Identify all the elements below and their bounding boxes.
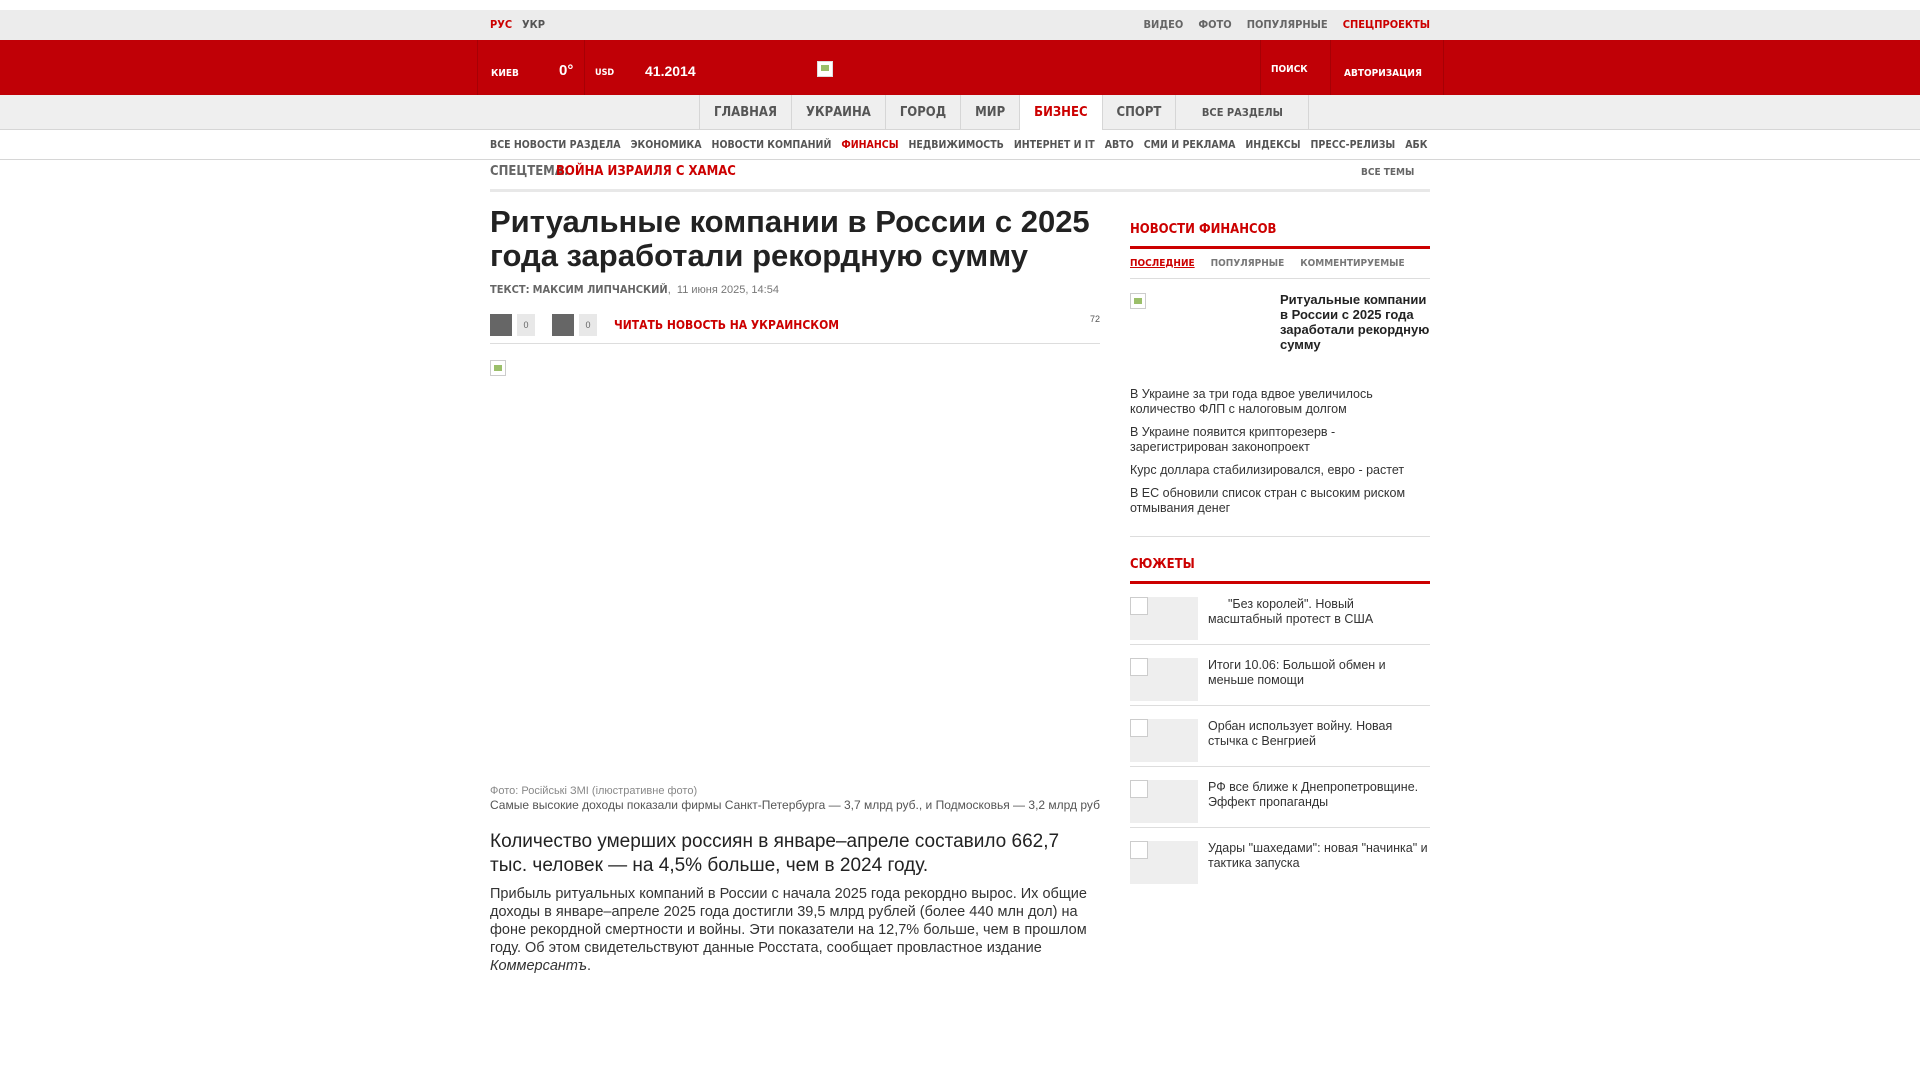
twitter-share-icon[interactable] <box>552 314 574 336</box>
photo-link[interactable]: ФОТО <box>1198 18 1232 31</box>
nav-item-sport[interactable]: СПОРТ <box>1102 95 1176 130</box>
header-bar <box>0 40 1920 95</box>
nav-all-sections[interactable]: ВСЕ РАЗДЕЛЫ <box>1175 95 1309 130</box>
main-nav <box>0 95 1920 130</box>
subnav-item-auto[interactable]: АВТО <box>1104 139 1134 151</box>
divider <box>1330 40 1331 95</box>
article-image <box>490 360 506 376</box>
tab-commented[interactable]: КОММЕНТИРУЕМЫЕ <box>1300 258 1405 269</box>
article <box>490 204 1100 974</box>
news-list <box>1130 387 1430 516</box>
subnav-item-indexes[interactable]: ИНДЕКСЫ <box>1245 139 1301 151</box>
lang-ua-link[interactable]: УКР <box>522 18 545 31</box>
share-count: 0 <box>517 314 535 336</box>
share-count: 0 <box>579 314 597 336</box>
currency-label: USD <box>595 68 615 78</box>
views-count: 72 <box>1089 314 1100 324</box>
featured-news[interactable] <box>1130 279 1430 381</box>
story-item[interactable] <box>1130 767 1430 828</box>
story-item[interactable] <box>1130 584 1430 645</box>
subnav-item-press[interactable]: ПРЕСС-РЕЛИЗЫ <box>1310 139 1396 151</box>
video-link[interactable]: ВИДЕО <box>1143 18 1184 31</box>
stories-heading[interactable]: СЮЖЕТЫ <box>1130 557 1195 572</box>
nav-item-business[interactable]: БИЗНЕС <box>1019 95 1101 130</box>
exchange-rate: 41.2014 <box>645 63 696 79</box>
news-item[interactable]: В Украине за три года вдвое увеличилось количество ФЛП с налоговым долгом <box>1130 387 1373 416</box>
article-date: 11 июня 2025, 14:54 <box>676 284 779 296</box>
tab-latest[interactable]: ПОСЛЕДНИЕ <box>1130 258 1195 269</box>
divider <box>584 40 585 95</box>
news-tabs <box>1130 258 1430 269</box>
special-theme-bar <box>490 164 1430 192</box>
finance-news-heading[interactable]: НОВОСТИ ФИНАНСОВ <box>1130 222 1277 237</box>
story-title[interactable]: Удары "шахедами": новая "начинка" и тактика запуска <box>1208 841 1428 870</box>
nav-item-city[interactable]: ГОРОД <box>885 95 960 130</box>
news-item[interactable]: Курс доллара стабилизировался, евро - растет <box>1130 463 1405 477</box>
special-theme-label: СПЕЦТЕМА: <box>490 164 569 179</box>
news-item[interactable]: В Украине появится крипторезерв - зарегистрирован законопроект <box>1130 425 1336 454</box>
subnav-item-media[interactable]: СМИ И РЕКЛАМА <box>1143 139 1236 151</box>
subnav-item-all[interactable]: ВСЕ НОВОСТИ РАЗДЕЛА <box>490 139 621 151</box>
article-body-text: Прибыль ритуальных компаний в России с начала 2025 года рекордно вырос. Их общие доходы в январе–апреле 2025 года достигли 39,5 млрд рублей (более 440 млн дол) на фоне рекордной смертности и войны. Эти показатели на 12,7% больше, чем в прошлом году. Об этом свидетельствуют данные Росстата, сообщает провластное издание <box>490 886 1087 956</box>
story-item[interactable] <box>1130 706 1430 767</box>
lang-ru-link[interactable]: РУС <box>490 18 513 31</box>
photo-source: Фото: Російські ЗМІ (ілюстративне фото) <box>490 785 698 797</box>
city-label[interactable]: КИЕВ <box>491 68 519 79</box>
special-projects-link[interactable]: СПЕЦПРОЕКТЫ <box>1342 18 1430 31</box>
byline: ТЕКСТ: МАКСИМ ЛИПЧАНСКИЙ, 11 июня 2025, 14:54 <box>490 283 779 296</box>
story-thumbnail[interactable] <box>1130 841 1198 884</box>
nav-item-main[interactable]: ГЛАВНАЯ <box>699 95 791 130</box>
story-thumbnail[interactable] <box>1130 780 1198 823</box>
facebook-share-icon[interactable] <box>490 314 512 336</box>
special-theme-link[interactable]: ВОЙНА ИЗРАИЛЯ С ХАМАС <box>556 164 736 179</box>
popular-link[interactable]: ПОПУЛЯРНЫЕ <box>1246 18 1328 31</box>
divider <box>1130 246 1430 249</box>
article-body <box>490 885 1100 975</box>
sub-nav <box>0 130 1920 160</box>
share-bar <box>490 308 1100 344</box>
subnav-item-abk[interactable]: АБК <box>1405 139 1428 151</box>
author-prefix: ТЕКСТ: <box>490 283 530 296</box>
article-body-end: . <box>587 958 592 974</box>
subnav-item-finance[interactable]: ФИНАНСЫ <box>841 139 899 151</box>
story-thumbnail[interactable] <box>1130 597 1198 640</box>
nav-item-world[interactable]: МИР <box>960 95 1019 130</box>
article-lead: Количество умерших россиян в январе–апреле составило 662,7 тыс. человек — на 4,5% больше, чем в 2024 году. <box>490 831 1060 876</box>
story-thumbnail[interactable] <box>1130 658 1198 701</box>
photo-caption: Самые высокие доходы показали фирмы Санкт-Петербурга — 3,7 млрд руб., и Подмосковья — 3,2 млрд руб <box>490 798 1100 812</box>
nav-item-ukraine[interactable]: УКРАИНА <box>791 95 885 130</box>
story-item[interactable] <box>1130 645 1430 706</box>
read-ukrainian-link[interactable]: ЧИТАТЬ НОВОСТЬ НА УКРАИНСКОМ <box>614 318 840 332</box>
tab-popular[interactable]: ПОПУЛЯРНЫЕ <box>1210 258 1285 269</box>
author-link[interactable]: МАКСИМ ЛИПЧАНСКИЙ <box>532 283 668 296</box>
source-link[interactable]: Коммерсантъ <box>490 958 587 974</box>
subnav-item-economy[interactable]: ЭКОНОМИКА <box>630 139 702 151</box>
sidebar <box>1130 222 1430 889</box>
auth-button[interactable]: АВТОРИЗАЦИЯ <box>1344 68 1422 79</box>
article-title: Ритуальные компании в России с 2025 года заработали рекордную сумму <box>490 204 1090 273</box>
story-item[interactable] <box>1130 828 1430 889</box>
story-title[interactable]: РФ все ближе к Днепропетровщине. Эффект пропаганды <box>1208 780 1419 809</box>
story-title[interactable]: "Без королей". Новый масштабный протест в США <box>1208 597 1374 626</box>
story-title[interactable]: Итоги 10.06: Большой обмен и меньше помощи <box>1208 658 1386 687</box>
top-bar <box>0 10 1920 40</box>
search-button[interactable]: ПОИСК <box>1271 64 1308 75</box>
temperature: 0° <box>559 62 574 79</box>
story-thumbnail[interactable] <box>1130 719 1198 762</box>
subnav-item-internet[interactable]: ИНТЕРНЕТ И IT <box>1013 139 1095 151</box>
news-item[interactable]: В ЕС обновили список стран с высоким риском отмывания денег <box>1130 486 1406 515</box>
top-links <box>1144 18 1431 31</box>
site-logo[interactable] <box>817 61 833 77</box>
featured-news-image[interactable] <box>1130 293 1146 309</box>
story-title[interactable]: Орбан использует войну. Новая стычка с Венгрией <box>1208 719 1393 748</box>
featured-news-title[interactable]: Ритуальные компании в России с 2025 года заработали рекордную сумму <box>1280 292 1430 352</box>
subnav-item-companies[interactable]: НОВОСТИ КОМПАНИЙ <box>711 139 832 151</box>
divider <box>1130 536 1430 537</box>
all-topics-link[interactable]: ВСЕ ТЕМЫ <box>1361 167 1415 178</box>
subnav-item-realty[interactable]: НЕДВИЖИМОСТЬ <box>908 139 1004 151</box>
